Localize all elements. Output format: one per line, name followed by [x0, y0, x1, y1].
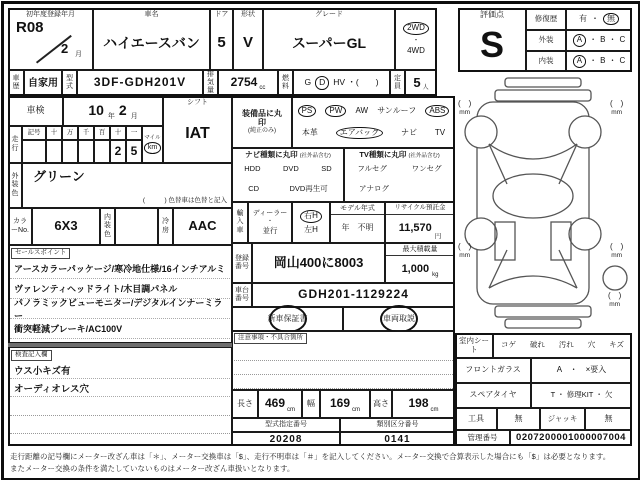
tv-type-box	[344, 148, 455, 202]
mm-unit: mm	[611, 108, 623, 116]
import-parallel: 並行	[262, 225, 278, 235]
equipment-leather: 本革	[301, 127, 318, 137]
mileage-col-header: 百	[94, 126, 110, 140]
payload-unit: kg	[432, 272, 439, 279]
mileage-label: 走行	[8, 126, 22, 163]
shape-value: V	[242, 34, 253, 52]
tread-depth-rear-right	[610, 243, 623, 259]
equipment-sunroof: サンルーフ	[377, 105, 417, 115]
car-name-value: ハイエースバン	[103, 34, 200, 51]
width-label: 幅	[302, 390, 320, 418]
mileage-col-header: 十	[46, 126, 62, 140]
import-label: 輸入車	[232, 202, 248, 243]
windshield-value: A ・ ×要入	[531, 358, 632, 383]
history-value: 自家用	[24, 70, 62, 96]
class-number-label: 類別区分番号	[340, 418, 455, 432]
shaken-label: 車検	[8, 96, 63, 126]
height-value: 198	[408, 396, 429, 411]
fuel-tail: HV ・( )	[333, 77, 379, 88]
car-name-cell	[93, 8, 210, 70]
fuel-label: 燃料	[278, 70, 293, 96]
jack-value: 無	[585, 408, 632, 430]
shift-label: シフト	[187, 99, 208, 106]
shaken-value	[63, 96, 163, 126]
empty-line	[234, 346, 453, 361]
capacity-label: 定員	[390, 70, 405, 96]
shaken-year: 10	[88, 102, 104, 119]
management-number-value: 0207200001000007004	[510, 430, 632, 446]
score-cell	[458, 8, 526, 72]
seat-check-values	[493, 333, 632, 358]
mileage-digit	[46, 140, 62, 163]
drive-type-cell	[395, 8, 437, 70]
color-no-label: カラーNo.	[8, 208, 32, 245]
payload-cell	[385, 243, 455, 283]
shaken-month: 2	[118, 102, 127, 119]
body-color-cell	[22, 163, 232, 208]
recycle-cell	[385, 202, 455, 243]
navi-type-sublabel: (社外品含む)	[299, 153, 331, 159]
tools-label: 工具	[455, 408, 497, 430]
empty-line	[234, 374, 453, 389]
steering-left: 左H	[304, 225, 318, 234]
body-color-label: 外装色	[8, 163, 22, 208]
first-registration-era: R08	[16, 19, 44, 36]
mileage-digit-ones: 5	[126, 140, 142, 163]
navi-dvd-play: DVD再生可	[289, 183, 328, 193]
first-registration-month: 2	[61, 41, 69, 56]
tread-depth-spare	[608, 292, 621, 308]
equipment-abs-circled: ABS	[425, 105, 449, 118]
interior-grade-c: C	[619, 56, 626, 66]
fuel-gasoline: G	[304, 77, 312, 88]
mileage-unit-cell	[142, 126, 163, 163]
equipment-aw: AW	[355, 105, 369, 115]
inspection-note-line: ウス小キズ有	[10, 361, 230, 379]
sales-point-line: パノラミックビューモニター/デジタルインナーミラー	[10, 299, 230, 319]
class-number-value: 0141	[340, 432, 455, 446]
manual-label: 車両取説	[383, 313, 415, 323]
mileage-symbol-value	[22, 140, 46, 163]
chassis-label: 車台番号	[232, 283, 252, 307]
paren: ( )	[610, 99, 624, 108]
repair-no-circled: 無	[603, 13, 619, 26]
navi-dvd: DVD	[282, 164, 299, 174]
dot: ・	[266, 218, 273, 225]
paren: ( )	[458, 242, 472, 251]
equipment-ps-circled: PS	[298, 105, 317, 118]
interior-color-value	[115, 208, 158, 245]
mm-unit: mm	[609, 300, 621, 308]
mileage-digit	[62, 140, 78, 163]
spare-tire-value: T ・ 修理KIT ・ 欠	[531, 383, 632, 408]
first-registration-month-unit: 月	[75, 51, 82, 58]
sales-point-line: ヴァレンティヘッドライト/木目調パネル	[10, 279, 230, 299]
warranty-cell	[232, 307, 343, 331]
paren: ( )	[458, 99, 472, 108]
first-registration-cell	[8, 8, 93, 70]
model-year-cell	[330, 202, 385, 243]
mm-unit: mm	[459, 251, 471, 259]
section-divider	[8, 343, 232, 347]
tv-type-sublabel: (社外品含む)	[408, 153, 440, 159]
model-year-label: モデル年式	[331, 203, 384, 215]
equipment-sublabel: (純正のみ)	[248, 127, 276, 134]
length-label: 長さ	[232, 390, 258, 418]
interior-grade-a-circled: A	[573, 55, 586, 68]
empty-line	[10, 415, 230, 434]
dot: ・	[608, 35, 617, 45]
length-value: 469	[264, 396, 286, 411]
jack-label: ジャッキ	[540, 408, 585, 430]
width-cell	[320, 390, 370, 418]
repair-history-label: 修復歴	[526, 8, 566, 30]
height-unit: cm	[430, 407, 439, 414]
grade-value: スーパーGL	[291, 34, 367, 51]
navi-type-label: ナビ種類に丸印	[245, 150, 298, 159]
model-year-value: 年 不明	[341, 223, 374, 233]
fuel-cell	[293, 70, 390, 96]
paren: ( )	[608, 291, 622, 300]
management-number-label: 管理番号	[455, 430, 510, 446]
equipment-pw-circled: PW	[325, 105, 346, 118]
displacement-label: 排気量	[203, 70, 218, 96]
recycle-value: 11,570	[398, 222, 432, 235]
displacement-unit: cc	[259, 85, 266, 92]
drive-dot: ・	[412, 37, 420, 45]
navi-hdd: HDD	[244, 164, 261, 174]
shift-cell	[163, 96, 232, 163]
recycle-label: リサイクル預託金	[386, 203, 454, 215]
recycle-unit: 円	[434, 232, 442, 240]
payload-value: 1,000	[401, 262, 430, 275]
mm-unit: mm	[611, 251, 623, 259]
mileage-mile-unit: マイル	[144, 135, 161, 142]
equipment-label-cell	[232, 96, 292, 148]
door-value: 5	[217, 34, 226, 52]
shape-cell	[233, 8, 263, 70]
registration-value: 岡山400に8003	[252, 243, 385, 283]
exterior-grade-value	[566, 30, 632, 51]
mileage-digit-tens: 2	[110, 140, 126, 163]
capacity-value: 5	[413, 74, 421, 90]
spare-tire-label: スペアタイヤ	[455, 383, 531, 408]
capacity-cell	[405, 70, 437, 96]
repair-yes: 有	[579, 13, 587, 23]
paren: ( )	[610, 242, 624, 251]
registration-label: 登録番号	[232, 243, 252, 283]
type-designation-label: 型式指定番号	[232, 418, 340, 432]
displacement-cell	[218, 70, 278, 96]
model-code-label: 型式	[62, 70, 77, 96]
equipment-navi: ナビ	[400, 127, 417, 137]
ac-label: 冷房	[158, 208, 173, 245]
interior-color-label: 内装色	[100, 208, 115, 245]
ac-value: AAC	[173, 208, 232, 245]
footer-note-line: 走行距離の記号欄にメーター改ざん車は「＊」、メーター交換車は「$」、走行不明車は「＃」を記入してください。メーター交換で合算表示した場合にも「$」は必要となります。	[10, 452, 611, 461]
windshield-label: フロントガラス	[455, 358, 531, 383]
import-dealer-cell	[248, 202, 292, 243]
dot: ・	[589, 35, 598, 45]
exterior-grade-b: B	[600, 35, 606, 45]
width-unit: cm	[352, 407, 361, 414]
seat-item: キズ	[609, 340, 624, 350]
dot: ・	[589, 56, 598, 66]
inspection-note-line: オーディオレス穴	[10, 379, 230, 397]
mileage-col-header: 千	[78, 126, 94, 140]
navi-cd: CD	[248, 183, 260, 193]
tv-fullseg: フルセグ	[357, 164, 388, 174]
height-cell	[392, 390, 455, 418]
width-value: 169	[329, 396, 351, 411]
dot: ・	[608, 56, 617, 66]
drive-4wd: 4WD	[407, 45, 425, 55]
tools-value: 無	[497, 408, 540, 430]
equipment-tv: TV	[434, 127, 446, 137]
grade-label: グレード	[315, 11, 343, 18]
empty-line	[234, 360, 453, 375]
repair-history-value	[566, 8, 632, 30]
fuel-diesel-circled: D	[315, 76, 329, 89]
tv-type-label: TV種類に丸印	[359, 150, 407, 159]
exterior-grade-c: C	[619, 35, 626, 45]
interior-grade-value	[566, 51, 632, 72]
interior-grade-b: B	[600, 56, 606, 66]
repair-dot: ・	[591, 13, 599, 23]
history-label: 車歴	[8, 70, 24, 96]
seat-item: コゲ	[500, 340, 516, 350]
seat-label: 室内シート	[455, 333, 493, 358]
sales-point-line: 衝突軽減ブレーキ/AC100V	[10, 319, 230, 339]
interior-grade-label: 内装	[526, 51, 566, 72]
body-color-note: ( ) 色替車は色替と記入	[142, 196, 227, 204]
footer-note-line: またメーター交換の条件を満たしていないものはメーター改ざん車扱いとなります。	[10, 464, 295, 473]
warranty-label: 新車保証書	[267, 313, 308, 323]
mm-unit: mm	[459, 108, 471, 116]
shift-value: IAT	[185, 125, 210, 143]
car-name-label: 車名	[144, 11, 159, 18]
length-unit: cm	[287, 407, 296, 414]
seat-item: 汚れ	[558, 340, 574, 350]
navi-sd: SD	[321, 164, 332, 174]
tread-depth-front-left	[458, 100, 471, 116]
drive-2wd-circled: 2WD	[403, 22, 429, 35]
seat-item: 穴	[587, 340, 596, 350]
mileage-col-header: 十	[110, 126, 126, 140]
mileage-km-circled: km	[144, 142, 161, 154]
body-color-value: グリーン	[33, 169, 85, 184]
equipment-items-cell	[292, 96, 455, 148]
grade-cell	[263, 8, 395, 70]
shape-label: 形状	[241, 11, 255, 18]
steering-cell	[292, 202, 330, 243]
door-label: ドア	[214, 11, 229, 18]
model-code-value: 3DF-GDH201V	[77, 70, 203, 96]
manual-cell	[343, 307, 455, 331]
sales-point-line: アースカラーパッケージ/寒冷地仕様/16インチアルミ	[10, 259, 230, 279]
empty-line	[10, 397, 230, 416]
mileage-col-header: 一	[126, 126, 142, 140]
navi-type-box	[232, 148, 344, 202]
sales-points-label: セールスポイント	[11, 248, 70, 259]
tread-depth-front-right	[610, 100, 623, 116]
shaken-month-unit: 月	[130, 113, 138, 121]
door-cell	[210, 8, 233, 70]
car-top-view-diagram	[455, 72, 632, 332]
equipment-airbag-circled: エアバック	[336, 127, 383, 140]
payload-label: 最大積載量	[386, 244, 454, 256]
type-designation-value: 20208	[232, 432, 340, 446]
seat-item: 破れ	[529, 340, 545, 350]
tread-depth-rear-left	[458, 243, 471, 259]
color-no-value: 6X3	[32, 208, 100, 245]
exterior-grade-label: 外装	[526, 30, 566, 51]
import-dealer: ディーラー	[252, 210, 288, 218]
score-label: 評価点	[480, 10, 504, 19]
inspection-notes-label: 検査記入欄	[11, 350, 52, 361]
height-label: 高さ	[370, 390, 392, 418]
capacity-unit: 人	[422, 85, 429, 92]
mileage-symbol-header: 記号	[22, 126, 46, 140]
displacement-value: 2754	[230, 75, 258, 90]
tv-oneseg: ワンセグ	[411, 164, 442, 174]
tv-analog: アナログ	[359, 183, 389, 193]
chassis-value: GDH201-1129224	[252, 283, 455, 307]
first-registration-label: 初年度登録年月	[26, 11, 75, 18]
mileage-digit	[78, 140, 94, 163]
caution-label: 注意事項・不具合箇所	[234, 333, 307, 344]
score-value: S	[479, 24, 504, 66]
mileage-digit	[94, 140, 110, 163]
exterior-grade-a-circled: A	[573, 34, 586, 47]
shaken-year-unit: 年	[107, 113, 115, 121]
equipment-label: 装備品に丸印	[242, 108, 282, 127]
length-cell	[258, 390, 302, 418]
steering-right-circled: 右H	[300, 210, 322, 223]
mileage-col-header: 万	[62, 126, 78, 140]
